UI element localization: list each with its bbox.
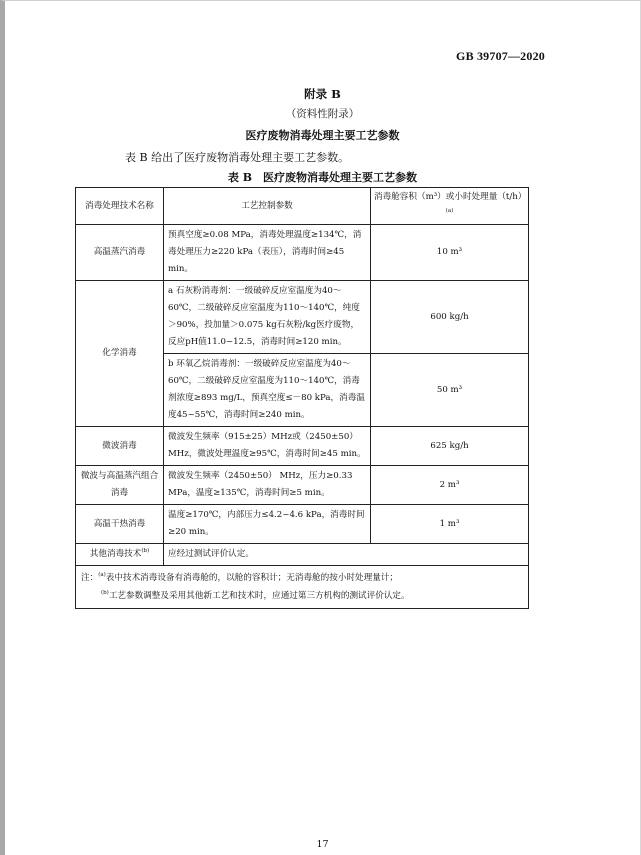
note-b-sup: (b) (101, 590, 109, 597)
note-prefix: 注： (81, 573, 99, 583)
row-chemical-b-capacity: 50 m³ (371, 354, 529, 427)
appendix-heading: 医疗废物消毒处理主要工艺参数 (245, 129, 400, 142)
table-caption: 表 B 医疗废物消毒处理主要工艺参数 (227, 171, 418, 184)
row-microwave-params: 微波发生频率（915±25）MHz或（2450±50）MHz，微波处理温度≥95℃，消毒时间≥45 min。 (164, 427, 371, 466)
table-row (76, 544, 529, 566)
row-dry-heat-name: 高温干热消毒 (76, 505, 164, 544)
row-microwave-steam-capacity: 2 m³ (371, 466, 529, 505)
row-steam-name: 高温蒸汽消毒 (76, 225, 164, 281)
row-chemical-b-params: b 环氧乙烷消毒剂：一级破碎反应室温度为40～60℃，二级破碎反应室温度为110～140℃，消毒剂浓度≥893 mg/L，预真空度≤－80 kPa，消毒温度45~55℃，消毒时间≥240 min。 (164, 354, 371, 427)
note-a-sup: (a) (98, 572, 106, 579)
page-number: 17 (316, 839, 329, 850)
header-technique-name: 消毒处理技术名称 (76, 188, 164, 225)
row-dry-heat-capacity: 1 m³ (371, 505, 529, 544)
table-header-row (76, 188, 529, 225)
note-b (81, 587, 523, 605)
header-capacity-text: 消毒舱容积（m³）或小时处理量（t/h） (374, 192, 527, 202)
note-a (81, 569, 523, 587)
row-chemical-a-params: a 石灰粉消毒剂：一级破碎反应室温度为40～60℃，二级破碎反应室温度为110～140℃，纯度＞90%，投加量＞0.075 kg石灰粉/kg医疗废物，反应pH值11.0~12.5，消毒时间≥120 min。 (164, 281, 371, 354)
table-row (76, 225, 529, 281)
table-notes (76, 566, 529, 609)
table-row (76, 427, 529, 466)
table-row (76, 505, 529, 544)
row-other-name (76, 544, 164, 566)
note-a-text: 表中技术消毒设备有消毒舱的，以舱的容积计；无消毒舱的按小时处理量计； (105, 573, 398, 583)
row-chemical-a-capacity: 600 kg/h (371, 281, 529, 354)
intro-paragraph: 表 B 给出了医疗废物消毒处理主要工艺参数。 (125, 151, 350, 164)
row-other-name-sup: (b) (141, 548, 150, 555)
table-row (76, 281, 529, 354)
table-row (76, 466, 529, 505)
row-microwave-name: 微波消毒 (76, 427, 164, 466)
process-parameters-table (75, 187, 529, 609)
appendix-title: 附录 B (304, 87, 341, 101)
note-b-text: 工艺参数调整及采用其他新工艺和技术时，应通过第三方机构的测试评价认定。 (108, 591, 410, 601)
row-microwave-steam-name: 微波与高温蒸汽组合消毒 (76, 466, 164, 505)
header-capacity-sup: (a) (445, 208, 454, 215)
row-other-params: 应经过测试评价认定。 (164, 544, 529, 566)
header-capacity (371, 188, 529, 225)
row-steam-params: 预真空度≥0.08 MPa，消毒处理温度≥134℃，消毒处理压力≥220 kPa（表压），消毒时间≥45 min。 (164, 225, 371, 281)
table-notes-row (76, 566, 529, 609)
header-control-params: 工艺控制参数 (164, 188, 371, 225)
row-steam-capacity: 10 m³ (371, 225, 529, 281)
row-chemical-name: 化学消毒 (76, 281, 164, 427)
appendix-subtitle: （资料性附录） (285, 108, 360, 120)
row-microwave-capacity: 625 kg/h (371, 427, 529, 466)
row-other-name-text: 其他消毒技术 (89, 549, 142, 559)
row-microwave-steam-params: 微波发生频率（2450±50） MHz，压力≥0.33 MPa，温度≥135℃，消毒时间≥5 min。 (164, 466, 371, 505)
row-dry-heat-params: 温度≥170℃，内部压力≤4.2~4.6 kPa，消毒时间≥20 min。 (164, 505, 371, 544)
standard-number: GB 39707—2020 (456, 49, 545, 63)
